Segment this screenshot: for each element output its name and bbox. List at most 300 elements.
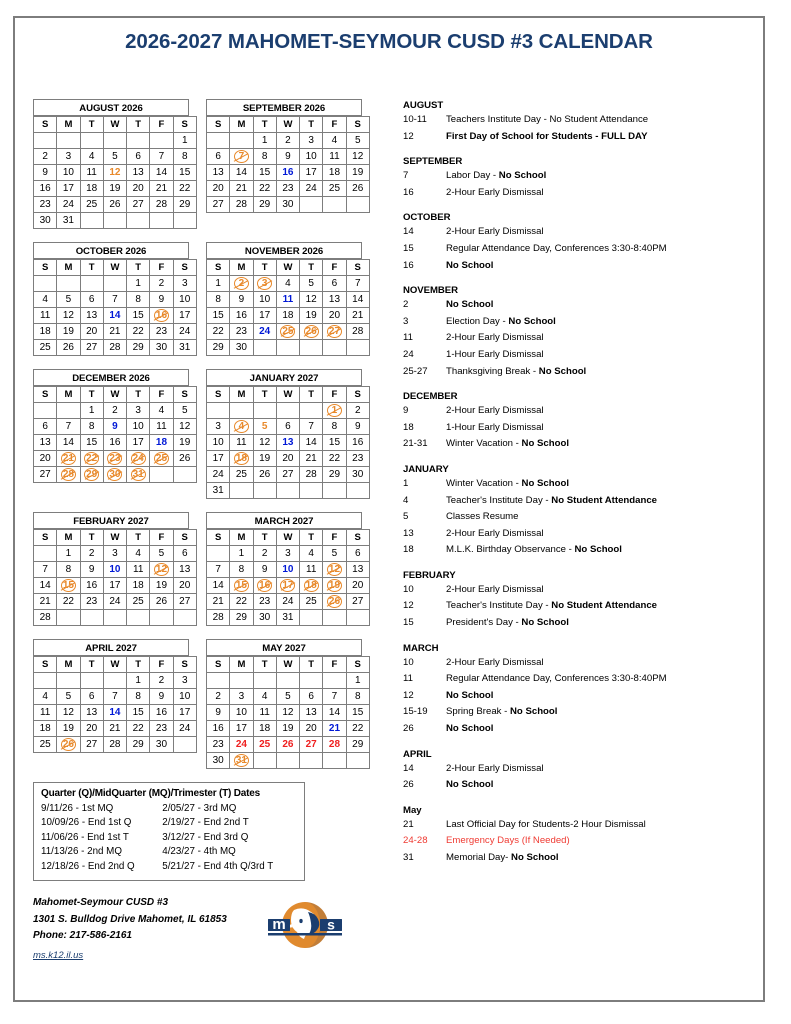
day-cell[interactable] [103, 546, 126, 562]
day-cell[interactable] [173, 578, 196, 594]
day-cell[interactable] [230, 451, 253, 467]
day-cell[interactable] [323, 451, 346, 467]
day-cell[interactable] [127, 594, 150, 610]
day-cell[interactable] [346, 435, 369, 451]
day-cell[interactable] [253, 610, 276, 626]
day-cell[interactable] [57, 197, 80, 213]
day-cell[interactable] [276, 546, 299, 562]
day-cell[interactable] [300, 721, 323, 737]
day-cell[interactable] [346, 324, 369, 340]
day-cell[interactable] [230, 276, 253, 292]
day-cell[interactable] [127, 308, 150, 324]
day-cell[interactable] [34, 435, 57, 451]
day-cell[interactable] [150, 149, 173, 165]
day-cell[interactable] [150, 292, 173, 308]
day-cell[interactable] [276, 594, 299, 610]
day-cell[interactable] [173, 689, 196, 705]
day-cell[interactable] [346, 403, 369, 419]
day-cell[interactable] [346, 578, 369, 594]
day-cell[interactable] [300, 165, 323, 181]
day-cell[interactable] [80, 165, 103, 181]
day-cell[interactable] [276, 610, 299, 626]
day-cell[interactable] [300, 292, 323, 308]
day-cell[interactable] [80, 721, 103, 737]
day-cell[interactable] [80, 546, 103, 562]
day-cell[interactable] [127, 721, 150, 737]
day-cell[interactable] [253, 435, 276, 451]
day-cell[interactable] [300, 562, 323, 578]
day-cell[interactable] [80, 689, 103, 705]
day-cell[interactable] [323, 276, 346, 292]
day-cell[interactable] [80, 562, 103, 578]
day-cell[interactable] [346, 133, 369, 149]
day-cell[interactable] [80, 594, 103, 610]
day-cell[interactable] [173, 133, 196, 149]
day-cell[interactable] [300, 546, 323, 562]
day-cell[interactable] [230, 435, 253, 451]
day-cell[interactable] [230, 149, 253, 165]
day-cell[interactable] [57, 578, 80, 594]
day-cell[interactable] [230, 419, 253, 435]
day-cell[interactable] [127, 340, 150, 356]
day-cell[interactable] [253, 578, 276, 594]
day-cell[interactable] [253, 594, 276, 610]
day-cell[interactable] [103, 419, 126, 435]
day-cell[interactable] [150, 181, 173, 197]
day-cell[interactable] [173, 197, 196, 213]
day-cell[interactable] [230, 689, 253, 705]
day-cell[interactable] [103, 594, 126, 610]
day-cell[interactable] [34, 324, 57, 340]
day-cell[interactable] [276, 197, 299, 213]
day-cell[interactable] [150, 197, 173, 213]
day-cell[interactable] [230, 197, 253, 213]
day-cell[interactable] [57, 467, 80, 483]
day-cell[interactable] [323, 546, 346, 562]
day-cell[interactable] [150, 737, 173, 753]
day-cell[interactable] [253, 324, 276, 340]
day-cell[interactable] [103, 451, 126, 467]
day-cell[interactable] [127, 197, 150, 213]
day-cell[interactable] [230, 610, 253, 626]
day-cell[interactable] [276, 133, 299, 149]
day-cell[interactable] [346, 165, 369, 181]
day-cell[interactable] [253, 721, 276, 737]
day-cell[interactable] [207, 276, 230, 292]
day-cell[interactable] [150, 435, 173, 451]
day-cell[interactable] [346, 292, 369, 308]
day-cell[interactable] [323, 308, 346, 324]
day-cell[interactable] [253, 308, 276, 324]
day-cell[interactable] [300, 181, 323, 197]
day-cell[interactable] [127, 546, 150, 562]
day-cell[interactable] [57, 689, 80, 705]
day-cell[interactable] [346, 181, 369, 197]
day-cell[interactable] [300, 594, 323, 610]
day-cell[interactable] [207, 467, 230, 483]
day-cell[interactable] [253, 705, 276, 721]
day-cell[interactable] [253, 467, 276, 483]
day-cell[interactable] [276, 467, 299, 483]
day-cell[interactable] [103, 578, 126, 594]
day-cell[interactable] [276, 276, 299, 292]
day-cell[interactable] [127, 689, 150, 705]
day-cell[interactable] [276, 165, 299, 181]
day-cell[interactable] [80, 149, 103, 165]
day-cell[interactable] [253, 292, 276, 308]
day-cell[interactable] [173, 451, 196, 467]
day-cell[interactable] [34, 213, 57, 229]
day-cell[interactable] [230, 165, 253, 181]
day-cell[interactable] [276, 578, 299, 594]
day-cell[interactable] [34, 689, 57, 705]
day-cell[interactable] [150, 340, 173, 356]
day-cell[interactable] [300, 419, 323, 435]
day-cell[interactable] [103, 562, 126, 578]
day-cell[interactable] [300, 324, 323, 340]
day-cell[interactable] [34, 578, 57, 594]
day-cell[interactable] [80, 419, 103, 435]
day-cell[interactable] [300, 467, 323, 483]
day-cell[interactable] [173, 419, 196, 435]
day-cell[interactable] [346, 467, 369, 483]
day-cell[interactable] [173, 673, 196, 689]
day-cell[interactable] [253, 149, 276, 165]
day-cell[interactable] [80, 451, 103, 467]
day-cell[interactable] [173, 562, 196, 578]
day-cell[interactable] [207, 578, 230, 594]
day-cell[interactable] [127, 181, 150, 197]
day-cell[interactable] [173, 181, 196, 197]
day-cell[interactable] [300, 308, 323, 324]
day-cell[interactable] [346, 721, 369, 737]
day-cell[interactable] [127, 737, 150, 753]
day-cell[interactable] [103, 435, 126, 451]
day-cell[interactable] [323, 324, 346, 340]
day-cell[interactable] [253, 562, 276, 578]
day-cell[interactable] [207, 705, 230, 721]
day-cell[interactable] [103, 308, 126, 324]
day-cell[interactable] [127, 578, 150, 594]
day-cell[interactable] [276, 181, 299, 197]
day-cell[interactable] [57, 149, 80, 165]
day-cell[interactable] [346, 546, 369, 562]
day-cell[interactable] [127, 292, 150, 308]
day-cell[interactable] [103, 149, 126, 165]
day-cell[interactable] [57, 705, 80, 721]
day-cell[interactable] [230, 737, 253, 753]
day-cell[interactable] [34, 340, 57, 356]
day-cell[interactable] [173, 276, 196, 292]
day-cell[interactable] [346, 705, 369, 721]
day-cell[interactable] [57, 435, 80, 451]
day-cell[interactable] [127, 276, 150, 292]
day-cell[interactable] [103, 324, 126, 340]
day-cell[interactable] [253, 737, 276, 753]
day-cell[interactable] [276, 562, 299, 578]
day-cell[interactable] [173, 721, 196, 737]
day-cell[interactable] [207, 483, 230, 499]
day-cell[interactable] [34, 467, 57, 483]
day-cell[interactable] [346, 451, 369, 467]
day-cell[interactable] [34, 721, 57, 737]
day-cell[interactable] [103, 467, 126, 483]
day-cell[interactable] [346, 737, 369, 753]
day-cell[interactable] [346, 689, 369, 705]
day-cell[interactable] [103, 689, 126, 705]
day-cell[interactable] [80, 737, 103, 753]
day-cell[interactable] [127, 324, 150, 340]
day-cell[interactable] [57, 721, 80, 737]
day-cell[interactable] [103, 403, 126, 419]
day-cell[interactable] [207, 562, 230, 578]
day-cell[interactable] [80, 324, 103, 340]
day-cell[interactable] [80, 292, 103, 308]
day-cell[interactable] [207, 181, 230, 197]
day-cell[interactable] [80, 403, 103, 419]
day-cell[interactable] [230, 308, 253, 324]
day-cell[interactable] [150, 546, 173, 562]
day-cell[interactable] [230, 705, 253, 721]
day-cell[interactable] [34, 562, 57, 578]
day-cell[interactable] [230, 181, 253, 197]
day-cell[interactable] [150, 165, 173, 181]
day-cell[interactable] [300, 276, 323, 292]
day-cell[interactable] [276, 737, 299, 753]
day-cell[interactable] [276, 149, 299, 165]
day-cell[interactable] [34, 292, 57, 308]
day-cell[interactable] [34, 308, 57, 324]
day-cell[interactable] [34, 181, 57, 197]
day-cell[interactable] [34, 149, 57, 165]
day-cell[interactable] [173, 340, 196, 356]
day-cell[interactable] [207, 610, 230, 626]
day-cell[interactable] [150, 451, 173, 467]
day-cell[interactable] [230, 721, 253, 737]
day-cell[interactable] [207, 435, 230, 451]
day-cell[interactable] [230, 578, 253, 594]
day-cell[interactable] [207, 689, 230, 705]
day-cell[interactable] [276, 324, 299, 340]
day-cell[interactable] [127, 435, 150, 451]
day-cell[interactable] [207, 419, 230, 435]
day-cell[interactable] [150, 578, 173, 594]
day-cell[interactable] [57, 213, 80, 229]
day-cell[interactable] [103, 340, 126, 356]
day-cell[interactable] [207, 324, 230, 340]
day-cell[interactable] [230, 594, 253, 610]
day-cell[interactable] [34, 165, 57, 181]
day-cell[interactable] [300, 133, 323, 149]
day-cell[interactable] [150, 419, 173, 435]
day-cell[interactable] [253, 276, 276, 292]
day-cell[interactable] [34, 737, 57, 753]
day-cell[interactable] [173, 705, 196, 721]
day-cell[interactable] [150, 721, 173, 737]
day-cell[interactable] [57, 308, 80, 324]
day-cell[interactable] [57, 419, 80, 435]
day-cell[interactable] [323, 467, 346, 483]
day-cell[interactable] [173, 308, 196, 324]
day-cell[interactable] [57, 292, 80, 308]
day-cell[interactable] [207, 721, 230, 737]
day-cell[interactable] [127, 673, 150, 689]
day-cell[interactable] [127, 562, 150, 578]
day-cell[interactable] [323, 149, 346, 165]
day-cell[interactable] [346, 673, 369, 689]
day-cell[interactable] [127, 705, 150, 721]
day-cell[interactable] [253, 197, 276, 213]
day-cell[interactable] [207, 165, 230, 181]
day-cell[interactable] [173, 149, 196, 165]
day-cell[interactable] [253, 181, 276, 197]
day-cell[interactable] [173, 435, 196, 451]
day-cell[interactable] [173, 324, 196, 340]
day-cell[interactable] [103, 705, 126, 721]
day-cell[interactable] [300, 149, 323, 165]
day-cell[interactable] [34, 610, 57, 626]
day-cell[interactable] [80, 467, 103, 483]
day-cell[interactable] [230, 292, 253, 308]
day-cell[interactable] [80, 308, 103, 324]
day-cell[interactable] [276, 721, 299, 737]
day-cell[interactable] [207, 340, 230, 356]
day-cell[interactable] [346, 308, 369, 324]
day-cell[interactable] [230, 546, 253, 562]
day-cell[interactable] [276, 435, 299, 451]
day-cell[interactable] [80, 705, 103, 721]
day-cell[interactable] [57, 165, 80, 181]
day-cell[interactable] [230, 562, 253, 578]
day-cell[interactable] [150, 673, 173, 689]
day-cell[interactable] [346, 149, 369, 165]
day-cell[interactable] [323, 435, 346, 451]
day-cell[interactable] [127, 165, 150, 181]
day-cell[interactable] [34, 594, 57, 610]
day-cell[interactable] [253, 133, 276, 149]
day-cell[interactable] [253, 451, 276, 467]
day-cell[interactable] [57, 562, 80, 578]
day-cell[interactable] [300, 705, 323, 721]
day-cell[interactable] [207, 308, 230, 324]
day-cell[interactable] [173, 292, 196, 308]
day-cell[interactable] [150, 594, 173, 610]
day-cell[interactable] [323, 419, 346, 435]
day-cell[interactable] [207, 149, 230, 165]
day-cell[interactable] [150, 562, 173, 578]
day-cell[interactable] [276, 705, 299, 721]
day-cell[interactable] [276, 308, 299, 324]
day-cell[interactable] [80, 578, 103, 594]
day-cell[interactable] [323, 689, 346, 705]
day-cell[interactable] [207, 737, 230, 753]
day-cell[interactable] [80, 435, 103, 451]
day-cell[interactable] [323, 403, 346, 419]
day-cell[interactable] [276, 451, 299, 467]
day-cell[interactable] [230, 324, 253, 340]
day-cell[interactable] [300, 737, 323, 753]
day-cell[interactable] [323, 705, 346, 721]
day-cell[interactable] [57, 594, 80, 610]
day-cell[interactable] [300, 578, 323, 594]
day-cell[interactable] [173, 594, 196, 610]
day-cell[interactable] [80, 197, 103, 213]
day-cell[interactable] [103, 737, 126, 753]
day-cell[interactable] [253, 419, 276, 435]
day-cell[interactable] [127, 149, 150, 165]
day-cell[interactable] [323, 292, 346, 308]
day-cell[interactable] [323, 594, 346, 610]
day-cell[interactable] [323, 181, 346, 197]
day-cell[interactable] [346, 419, 369, 435]
day-cell[interactable] [57, 451, 80, 467]
day-cell[interactable] [207, 292, 230, 308]
day-cell[interactable] [34, 197, 57, 213]
day-cell[interactable] [207, 451, 230, 467]
day-cell[interactable] [323, 165, 346, 181]
day-cell[interactable] [230, 753, 253, 769]
day-cell[interactable] [34, 705, 57, 721]
day-cell[interactable] [57, 181, 80, 197]
day-cell[interactable] [34, 419, 57, 435]
day-cell[interactable] [103, 197, 126, 213]
day-cell[interactable] [207, 753, 230, 769]
day-cell[interactable] [150, 324, 173, 340]
day-cell[interactable] [150, 276, 173, 292]
day-cell[interactable] [34, 451, 57, 467]
day-cell[interactable] [173, 403, 196, 419]
day-cell[interactable] [323, 721, 346, 737]
day-cell[interactable] [173, 546, 196, 562]
day-cell[interactable] [230, 340, 253, 356]
day-cell[interactable] [323, 578, 346, 594]
day-cell[interactable] [207, 594, 230, 610]
day-cell[interactable] [173, 165, 196, 181]
day-cell[interactable] [346, 276, 369, 292]
day-cell[interactable] [150, 308, 173, 324]
day-cell[interactable] [150, 705, 173, 721]
day-cell[interactable] [230, 467, 253, 483]
day-cell[interactable] [103, 165, 126, 181]
day-cell[interactable] [57, 340, 80, 356]
day-cell[interactable] [323, 562, 346, 578]
day-cell[interactable] [276, 419, 299, 435]
day-cell[interactable] [127, 419, 150, 435]
day-cell[interactable] [103, 181, 126, 197]
day-cell[interactable] [346, 594, 369, 610]
day-cell[interactable] [253, 689, 276, 705]
day-cell[interactable] [127, 467, 150, 483]
day-cell[interactable] [300, 451, 323, 467]
day-cell[interactable] [253, 165, 276, 181]
day-cell[interactable] [57, 546, 80, 562]
district-website-link[interactable]: ms.k12.il.us [33, 949, 84, 961]
day-cell[interactable] [207, 197, 230, 213]
day-cell[interactable] [80, 181, 103, 197]
day-cell[interactable] [276, 689, 299, 705]
day-cell[interactable] [57, 737, 80, 753]
day-cell[interactable] [150, 403, 173, 419]
day-cell[interactable] [127, 403, 150, 419]
day-cell[interactable] [150, 689, 173, 705]
day-cell[interactable] [323, 133, 346, 149]
day-cell[interactable] [300, 435, 323, 451]
day-cell[interactable] [103, 292, 126, 308]
day-cell[interactable] [253, 546, 276, 562]
day-cell[interactable] [80, 340, 103, 356]
day-cell[interactable] [103, 721, 126, 737]
day-cell[interactable] [276, 292, 299, 308]
